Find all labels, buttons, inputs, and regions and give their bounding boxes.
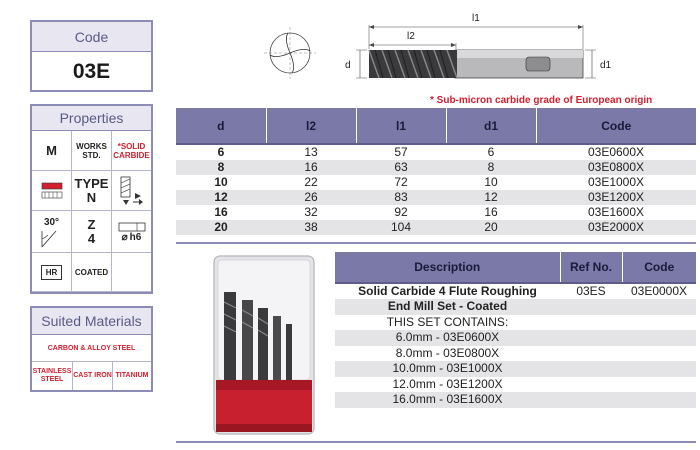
cell-d: 8	[176, 160, 266, 175]
ref-cell	[560, 346, 622, 362]
table-row	[176, 144, 696, 160]
coolant-icon-cell	[32, 171, 72, 211]
coated-label: COATED	[74, 267, 109, 277]
cell-l2: 13	[304, 145, 318, 159]
cell-d1: 20	[446, 220, 536, 235]
desc-header-ref: Ref No.	[560, 252, 622, 283]
cell-l2: 22	[304, 175, 318, 189]
cell-l1: 104	[356, 220, 446, 235]
code-cell	[622, 377, 696, 393]
hr-cell	[32, 253, 72, 292]
spec-header-d1: d1	[446, 108, 536, 144]
table-row	[176, 160, 696, 175]
angle-cell	[32, 211, 72, 253]
table-row	[176, 205, 696, 220]
type-value: N	[86, 189, 97, 205]
table-row	[335, 315, 696, 331]
flutes-cell	[72, 211, 112, 253]
code-panel-header: Code	[32, 22, 151, 52]
desc-cell	[335, 408, 560, 424]
cell-l1: 92	[394, 205, 408, 219]
spec-table	[176, 108, 696, 235]
empty-cell	[112, 253, 151, 292]
shank-tolerance-cell	[112, 211, 151, 253]
d1-label: d1	[600, 60, 612, 71]
table-row	[335, 283, 696, 299]
works-std-label: WORKS STD.	[76, 141, 107, 160]
spec-header-l1: l1	[356, 108, 446, 144]
desc-cell: 12.0mm - 03E1200X	[392, 376, 503, 391]
table-row	[176, 220, 696, 235]
code-cell	[622, 330, 696, 346]
code-cell	[622, 361, 696, 377]
works-std-cell	[72, 131, 112, 171]
cell-d: 20	[176, 220, 266, 235]
cell-d: 16	[214, 205, 228, 219]
hr-label: HR	[41, 265, 63, 280]
cell-d1: 8	[446, 160, 536, 175]
table-row	[335, 392, 696, 408]
d-label: d	[345, 60, 351, 71]
table-row	[335, 330, 696, 346]
l2-label: l2	[407, 31, 415, 42]
titanium: TITANIUM	[115, 372, 149, 379]
carbide-note: * Sub-micron carbide grade of European origin	[430, 95, 653, 106]
z-label: Z	[87, 216, 96, 232]
desc-cell: 10.0mm - 03E1000X	[335, 361, 560, 377]
coating-icon	[39, 180, 65, 202]
code-cell: 03E0000X	[630, 284, 688, 298]
code-value: 03E	[72, 60, 111, 83]
desc-header-description: Description	[335, 252, 560, 283]
cell-code: 03E1200X	[536, 190, 696, 205]
desc-header-row	[335, 252, 696, 283]
cast-iron: CAST IRON	[73, 362, 113, 390]
cell-l2: 16	[266, 160, 356, 175]
solid-carbide-cell	[112, 131, 151, 171]
cell-code: 03E1600X	[587, 205, 645, 219]
description-table	[335, 252, 696, 423]
z-value: 4	[87, 230, 96, 246]
ref-cell	[560, 361, 622, 377]
desc-cell: 16.0mm - 03E1600X	[335, 392, 560, 408]
ref-cell	[560, 315, 622, 331]
spec-header-l2: l2	[266, 108, 356, 144]
cell-d1: 16	[484, 205, 498, 219]
table-row	[335, 299, 696, 315]
desc-cell: 8.0mm - 03E0800X	[395, 345, 500, 360]
cell-d1: 10	[484, 175, 498, 189]
ref-cell	[560, 408, 622, 424]
table-row	[335, 346, 696, 362]
tolerance-value: h6	[129, 232, 142, 243]
code-panel	[30, 20, 153, 92]
cell-l2: 32	[304, 205, 318, 219]
cell-l2: 38	[266, 220, 356, 235]
ref-cell	[560, 377, 622, 393]
desc-cell: End Mill Set - Coated	[335, 299, 560, 315]
cell-code: 03E1000X	[587, 175, 645, 189]
section-divider	[176, 242, 696, 244]
type-cell	[72, 171, 112, 211]
desc-cell: THIS SET CONTAINS:	[386, 314, 509, 329]
spec-header-code: Code	[536, 108, 696, 144]
cell-d1: 6	[487, 145, 495, 159]
ref-cell	[560, 299, 622, 315]
l1-label: l1	[472, 13, 480, 24]
table-row	[176, 175, 696, 190]
metric-label: M	[46, 142, 57, 158]
end-mill-set-photo	[206, 252, 322, 438]
table-row	[335, 361, 696, 377]
cell-code: 03E2000X	[536, 220, 696, 235]
cell-d: 6	[217, 145, 225, 159]
cell-l1: 72	[394, 175, 408, 189]
desc-header-code: Code	[622, 252, 696, 283]
carbon-alloy-steel: CARBON & ALLOY STEEL	[32, 335, 151, 362]
section-divider	[176, 441, 696, 443]
ref-cell	[560, 330, 622, 346]
spec-header-row	[176, 108, 696, 144]
code-cell	[622, 408, 696, 424]
solid-carbide-label: *SOLID CARBIDE	[113, 141, 150, 160]
helix-angle-icon	[38, 230, 66, 248]
properties-panel	[30, 104, 153, 294]
desc-cell: Solid Carbide 4 Flute Roughing	[358, 284, 537, 298]
properties-panel-header: Properties	[32, 106, 151, 131]
code-cell	[622, 299, 696, 315]
materials-panel-header: Suited Materials	[32, 308, 151, 335]
code-cell	[622, 392, 696, 408]
cell-d1: 12	[446, 190, 536, 205]
materials-panel	[30, 306, 153, 392]
table-row	[176, 190, 696, 205]
desc-cell: 6.0mm - 03E0600X	[335, 330, 560, 346]
code-cell	[622, 315, 696, 331]
diameter-icon: ⌀	[121, 232, 128, 243]
cell-l1: 57	[394, 145, 408, 159]
angle-label: 30°	[43, 216, 60, 228]
ref-cell: 03ES	[576, 284, 606, 298]
code-cell	[622, 346, 696, 362]
coated-cell	[72, 253, 112, 292]
cell-code: 03E0800X	[536, 160, 696, 175]
cutting-direction-cell	[112, 171, 151, 211]
end-mill-drawing	[250, 5, 700, 95]
cell-l1: 83	[356, 190, 446, 205]
cell-d: 10	[214, 175, 228, 189]
cutting-direction-icon	[117, 175, 147, 207]
table-row	[335, 408, 696, 424]
end-view-icon	[264, 27, 316, 79]
table-row	[335, 377, 696, 393]
metric-cell	[32, 131, 72, 171]
ref-cell	[560, 392, 622, 408]
cell-l2: 26	[266, 190, 356, 205]
type-label: TYPE	[74, 175, 109, 191]
cell-code: 03E0600X	[587, 145, 645, 159]
spec-header-d: d	[176, 108, 266, 144]
stainless-steel: STAINLESS STEEL	[32, 362, 73, 390]
cell-d: 12	[176, 190, 266, 205]
flute-section	[369, 50, 457, 78]
cell-l1: 63	[356, 160, 446, 175]
